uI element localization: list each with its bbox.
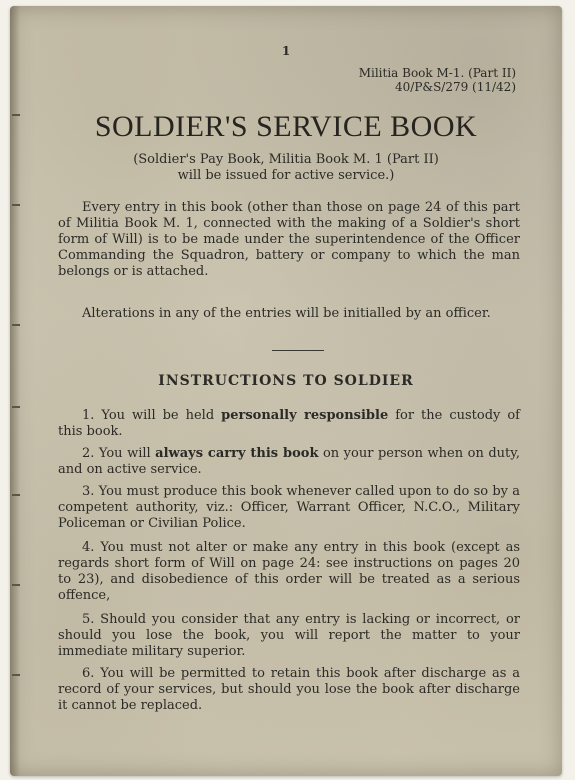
instruction-5: 5. Should you consider that any entry is lacking or incorrect, or should you lose the book, you will report the matter to your immediate military superior. xyxy=(58,612,520,659)
binding-stitch xyxy=(12,584,20,586)
instructions-heading: INSTRUCTIONS TO SOLDIER xyxy=(158,373,414,389)
instruction-3: 3. You must produce this book whenever called upon to do so by a competent authority, viz.: Officer, Warrant Officer, N.C.O., Military Policeman or Civilian Police. xyxy=(58,484,520,531)
form-reference xyxy=(359,66,516,94)
page-title: SOLDIER'S SERVICE BOOK xyxy=(94,110,478,143)
instruction-2-text: 2. You will xyxy=(82,446,156,461)
subtitle-line-1: (Soldier's Pay Book, Militia Book M. 1 (Part II) xyxy=(133,152,439,167)
intro-paragraph-alterations: Alterations in any of the entries will be initialled by an officer. xyxy=(82,306,491,321)
service-book-page xyxy=(10,6,562,776)
instruction-2 xyxy=(58,446,520,478)
instruction-1 xyxy=(58,408,520,440)
instruction-2-text-end: on your person when on duty, and on active service. xyxy=(58,446,520,477)
binding-stitch xyxy=(12,406,20,408)
instruction-4: 4. You must not alter or make any entry in this book (except as regards short form of Will on page 24: see instructions on pages 20 to 23), and disobedience of this order will be treated as a serious offence, xyxy=(58,540,520,603)
instruction-1-emphasis: personally responsible xyxy=(221,408,389,423)
instruction-6: 6. You will be permitted to retain this book after discharge as a record of your services, but should you lose the book after discharge it cannot be replaced. xyxy=(58,666,520,713)
binding-stitch xyxy=(12,204,20,206)
section-divider xyxy=(272,350,324,351)
instruction-1-text-end: for the custody of this book. xyxy=(58,408,520,439)
binding-stitch xyxy=(12,494,20,496)
subtitle xyxy=(10,152,562,184)
instruction-2-emphasis: always carry this book xyxy=(155,446,319,461)
subtitle-line-2: will be issued for active service.) xyxy=(177,168,395,183)
page-number: 1 xyxy=(281,44,291,58)
form-reference-line-2: 40/P&S/279 (11/42) xyxy=(395,80,516,94)
instruction-1-text: 1. You will be held xyxy=(82,408,222,423)
binding-stitch xyxy=(12,324,20,326)
intro-paragraph-entries: Every entry in this book (other than those on page 24 of this part of Militia Book M. 1, connected with the making of a Soldier's short form of Will) is to be made under the superintendence of the Officer Commanding the Squadron, battery or company to which the man belongs or is attached. xyxy=(58,200,520,279)
form-reference-line-1: Militia Book M-1. (Part II) xyxy=(358,66,516,80)
binding-stitch xyxy=(12,674,20,676)
